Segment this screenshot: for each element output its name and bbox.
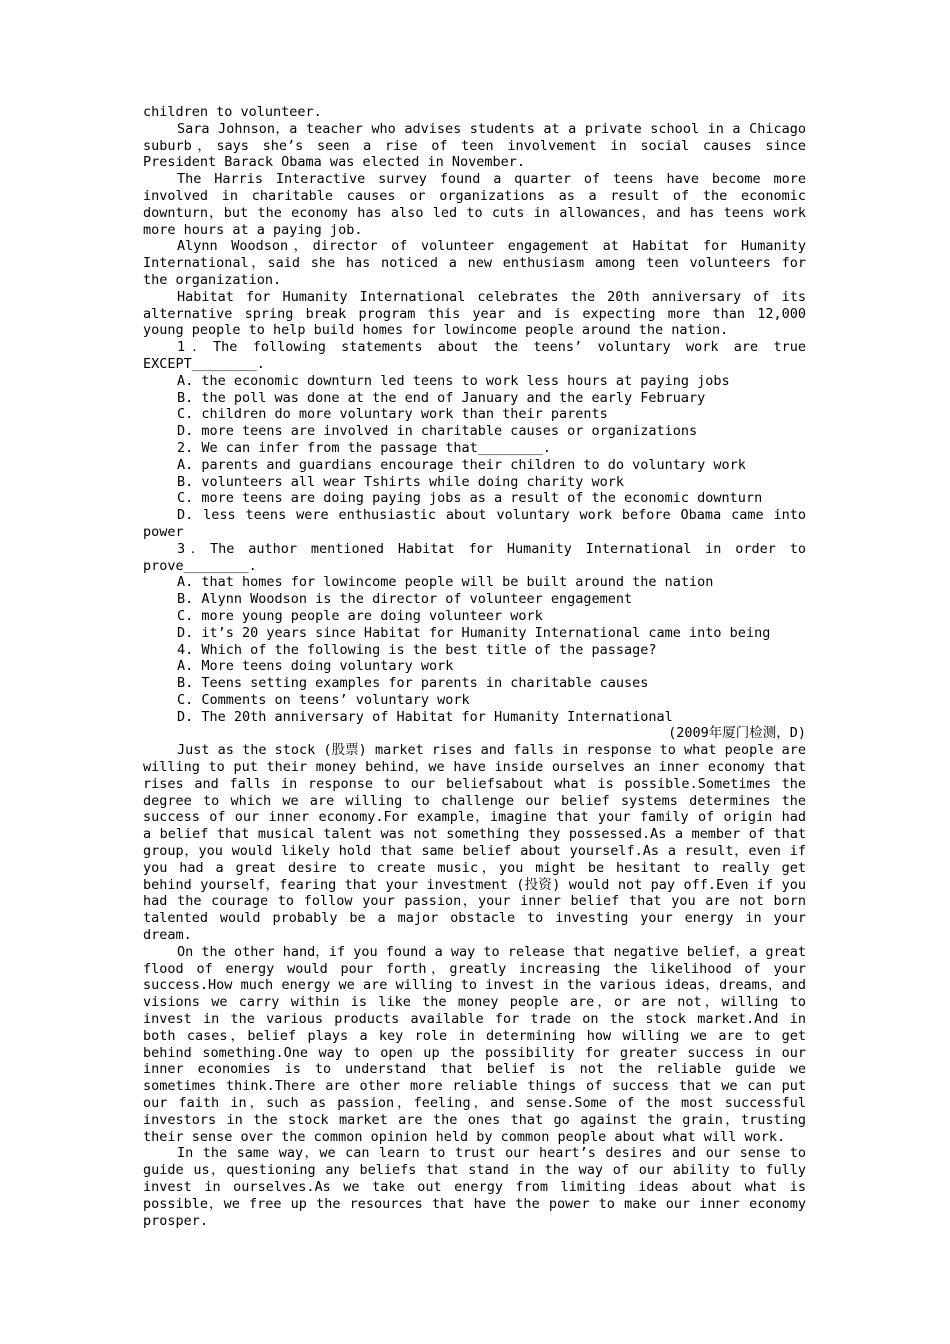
question-option: D. more teens are involved in charitable causes or organizations — [177, 423, 698, 440]
paragraph: On the other hand，if you found a way to release that negative belief，a great flood of energy would pour forth，greatly increasing the likelihood of your success.How much energy we are willing to invest in the various ideas，dreams，and visions we carry within is like the money people are，or are not，willing to invest in the various products available for trade on the stock market.And in both cases，belief plays a key role in determining how willing we are to get behind something.One way to open up the possibility for greater success in our inner economies is to understand that belief is not the reliable guide we sometimes think.There are other more reliable things of success that we can put our faith in，such as passion，feeling，and sense.Some of the most successful investors in the stock market are the ones that go against the grain，trusting their sense over the common opinion held by common people about what will work. — [143, 943, 806, 1145]
paragraph: In the same way，we can learn to trust our heart’s desires and our sense to guide us，questioning any beliefs that stand in the way of our ability to fully invest in ourselves.As we take out energy from limiting ideas about what is possible，we free up the resources that have the power to make our inner economy prosper. — [143, 1145, 806, 1229]
question-stem: 3．The author mentioned Habitat for Humanity International in order to prove________. — [143, 540, 806, 574]
question-stem: 4. Which of the following is the best title of the passage? — [177, 641, 657, 658]
paragraph: Sara Johnson，a teacher who advises students at a private school in a Chicago suburb，says she’s seen a rise of teen involvement in social causes since President Barack Obama was elected in November. — [143, 120, 806, 171]
source-label: (2009年厦门检测，D) — [668, 725, 806, 742]
question-option: C. children do more voluntary work than their parents — [177, 406, 608, 423]
question-option: A. parents and guardians encourage their children to do voluntary work — [177, 456, 746, 473]
paragraph: Alynn Woodson，director of volunteer engagement at Habitat for Humanity International，said she has noticed a new enthusiasm among teen volunteers for the organization. — [143, 238, 806, 288]
question-option: B. Alynn Woodson is the director of volunteer engagement — [177, 591, 633, 608]
paragraph: Habitat for Humanity International celebrates the 20th anniversary of its alternative spring break program this year and is expecting more than 12,000 young people to help build homes for lowincome people around the nation. — [143, 288, 806, 339]
document-page — [143, 104, 806, 1229]
question-option: A. the economic downturn led teens to work less hours at paying jobs — [177, 372, 730, 389]
paragraph: The Harris Interactive survey found a quarter of teens have become more involved in charitable causes or organizations as a result of the economic downturn，but the economy has also led to cuts in allowances，and has teens work more hours at a paying job. — [143, 171, 806, 238]
question-option: D. The 20th anniversary of Habitat for Humanity International — [177, 708, 673, 725]
question-option: B. Teens setting examples for parents in charitable causes — [177, 675, 649, 692]
paragraph: Just as the stock (股票) market rises and falls in response to what people are willing to put their money behind，we have inside ourselves an inner economy that rises and falls in response to our beliefsabout what is possible.Sometimes the degree to which we are willing to challenge our belief systems determines the success of our inner economy.For example，imagine that your family of origin had a belief that musical talent was not something they possessed.As a member of that group，you would likely hold that same belief about yourself.As a result，even if you had a great desire to create music，you might be hesitant to really get behind yourself，fearing that your investment (投资) would not pay off.Even if you had the courage to follow your passion，your inner belief that you are not born talented would probably be a major obstacle to investing your energy in your dream. — [143, 742, 806, 944]
question-stem: 2. We can infer from the passage that________. — [177, 439, 551, 456]
question-option: B. the poll was done at the end of January and the early February — [177, 389, 706, 406]
question-option: C. Comments on teens’ voluntary work — [177, 691, 470, 708]
question-option: A. More teens doing voluntary work — [177, 658, 454, 675]
question-option: C. more young people are doing volunteer work — [177, 607, 543, 624]
question-option: D. less teens were enthusiastic about voluntary work before Obama came into power — [143, 507, 806, 540]
paragraph: children to volunteer. — [143, 104, 322, 120]
question-stem: 1．The following statements about the teens’ voluntary work are true EXCEPT________. — [143, 339, 806, 372]
question-option: D. it’s 20 years since Habitat for Humanity International came into being — [177, 624, 771, 641]
question-option: A. that homes for lowincome people will be built around the nation — [177, 574, 714, 591]
question-option: C. more teens are doing paying jobs as a result of the economic downturn — [177, 490, 763, 507]
question-option: B. volunteers all wear Tshirts while doing charity work — [177, 473, 625, 490]
